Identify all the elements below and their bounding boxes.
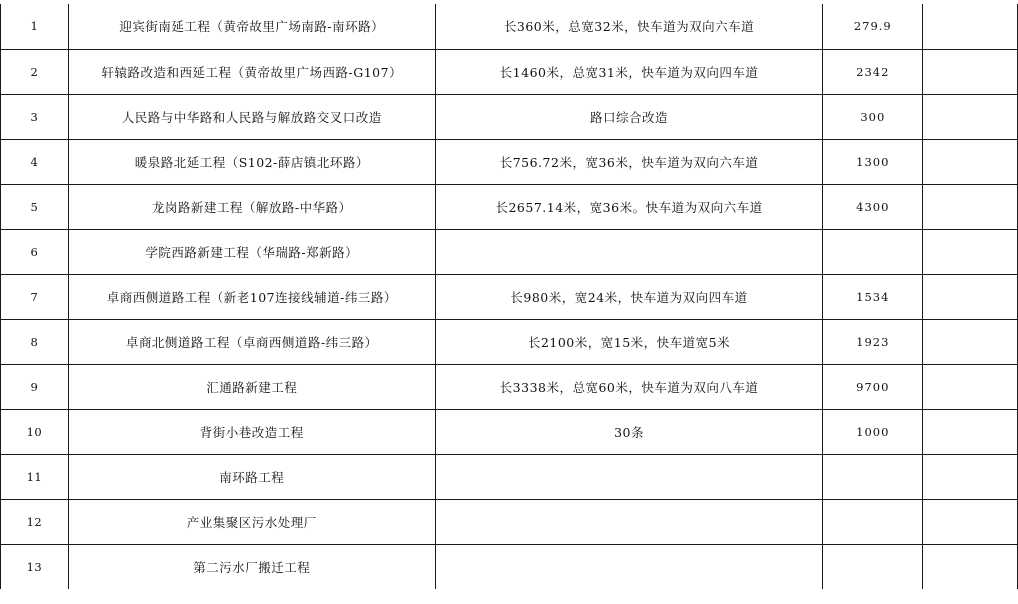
cell-investment[interactable]: 1923 xyxy=(823,319,923,364)
cell-project-name[interactable]: 产业集聚区污水处理厂 xyxy=(68,499,435,544)
table-row xyxy=(1,544,1018,589)
table-row xyxy=(1,94,1018,139)
cell-project-name[interactable]: 轩辕路改造和西延工程（黄帝故里广场西路-G107） xyxy=(68,49,435,94)
table-row xyxy=(1,409,1018,454)
cell-index[interactable]: 2 xyxy=(1,49,69,94)
cell-investment[interactable]: 300 xyxy=(823,94,923,139)
cell-project-name[interactable]: 学院西路新建工程（华瑞路-郑新路） xyxy=(68,229,435,274)
cell-remark[interactable] xyxy=(923,364,1018,409)
cell-index[interactable]: 8 xyxy=(1,319,69,364)
cell-index[interactable]: 6 xyxy=(1,229,69,274)
cell-investment[interactable] xyxy=(823,454,923,499)
cell-construction-scale[interactable] xyxy=(435,229,823,274)
cell-project-name[interactable]: 迎宾街南延工程（黄帝故里广场南路-南环路） xyxy=(68,4,435,49)
cell-investment[interactable]: 9700 xyxy=(823,364,923,409)
cell-construction-scale[interactable]: 长756.72米，宽36米，快车道为双向六车道 xyxy=(435,139,823,184)
table-body xyxy=(1,4,1018,589)
cell-investment[interactable]: 2342 xyxy=(823,49,923,94)
cell-remark[interactable] xyxy=(923,274,1018,319)
cell-index[interactable]: 1 xyxy=(1,4,69,49)
cell-investment[interactable] xyxy=(823,499,923,544)
table-row xyxy=(1,364,1018,409)
cell-index[interactable]: 9 xyxy=(1,364,69,409)
cell-investment[interactable] xyxy=(823,544,923,589)
cell-index[interactable]: 3 xyxy=(1,94,69,139)
project-table xyxy=(0,4,1018,589)
table-row xyxy=(1,229,1018,274)
cell-construction-scale[interactable]: 长2100米，宽15米，快车道宽5米 xyxy=(435,319,823,364)
cell-remark[interactable] xyxy=(923,409,1018,454)
cell-remark[interactable] xyxy=(923,4,1018,49)
table-row xyxy=(1,499,1018,544)
cell-index[interactable]: 12 xyxy=(1,499,69,544)
cell-remark[interactable] xyxy=(923,499,1018,544)
cell-project-name[interactable]: 龙岗路新建工程（解放路-中华路） xyxy=(68,184,435,229)
cell-project-name[interactable]: 暖泉路北延工程（S102-薛店镇北环路） xyxy=(68,139,435,184)
cell-remark[interactable] xyxy=(923,49,1018,94)
cell-construction-scale[interactable]: 路口综合改造 xyxy=(435,94,823,139)
cell-investment[interactable]: 279.9 xyxy=(823,4,923,49)
cell-investment[interactable]: 1534 xyxy=(823,274,923,319)
cell-project-name[interactable]: 汇通路新建工程 xyxy=(68,364,435,409)
cell-remark[interactable] xyxy=(923,139,1018,184)
cell-project-name[interactable]: 背街小巷改造工程 xyxy=(68,409,435,454)
cell-project-name[interactable]: 卓商北侧道路工程（卓商西侧道路-纬三路） xyxy=(68,319,435,364)
table-row xyxy=(1,4,1018,49)
table-row xyxy=(1,139,1018,184)
cell-construction-scale[interactable]: 长1460米，总宽31米，快车道为双向四车道 xyxy=(435,49,823,94)
cell-remark[interactable] xyxy=(923,94,1018,139)
cell-remark[interactable] xyxy=(923,319,1018,364)
cell-project-name[interactable]: 卓商西侧道路工程（新老107连接线辅道-纬三路） xyxy=(68,274,435,319)
cell-construction-scale[interactable]: 长2657.14米，宽36米。快车道为双向六车道 xyxy=(435,184,823,229)
cell-remark[interactable] xyxy=(923,544,1018,589)
table-row xyxy=(1,274,1018,319)
cell-index[interactable]: 5 xyxy=(1,184,69,229)
cell-construction-scale[interactable]: 长3338米，总宽60米，快车道为双向八车道 xyxy=(435,364,823,409)
table-row xyxy=(1,49,1018,94)
cell-index[interactable]: 10 xyxy=(1,409,69,454)
cell-index[interactable]: 13 xyxy=(1,544,69,589)
cell-construction-scale[interactable] xyxy=(435,454,823,499)
cell-project-name[interactable]: 第二污水厂搬迁工程 xyxy=(68,544,435,589)
cell-remark[interactable] xyxy=(923,229,1018,274)
table-row xyxy=(1,319,1018,364)
cell-remark[interactable] xyxy=(923,454,1018,499)
cell-investment[interactable] xyxy=(823,229,923,274)
cell-project-name[interactable]: 人民路与中华路和人民路与解放路交叉口改造 xyxy=(68,94,435,139)
cell-construction-scale[interactable]: 长980米，宽24米，快车道为双向四车道 xyxy=(435,274,823,319)
cell-investment[interactable]: 1300 xyxy=(823,139,923,184)
cell-construction-scale[interactable] xyxy=(435,499,823,544)
cell-index[interactable]: 7 xyxy=(1,274,69,319)
cell-construction-scale[interactable]: 30条 xyxy=(435,409,823,454)
table-row xyxy=(1,184,1018,229)
cell-remark[interactable] xyxy=(923,184,1018,229)
table-row xyxy=(1,454,1018,499)
cell-investment[interactable]: 1000 xyxy=(823,409,923,454)
cell-construction-scale[interactable]: 长360米，总宽32米，快车道为双向六车道 xyxy=(435,4,823,49)
cell-index[interactable]: 11 xyxy=(1,454,69,499)
cell-construction-scale[interactable] xyxy=(435,544,823,589)
cell-investment[interactable]: 4300 xyxy=(823,184,923,229)
cell-index[interactable]: 4 xyxy=(1,139,69,184)
cell-project-name[interactable]: 南环路工程 xyxy=(68,454,435,499)
